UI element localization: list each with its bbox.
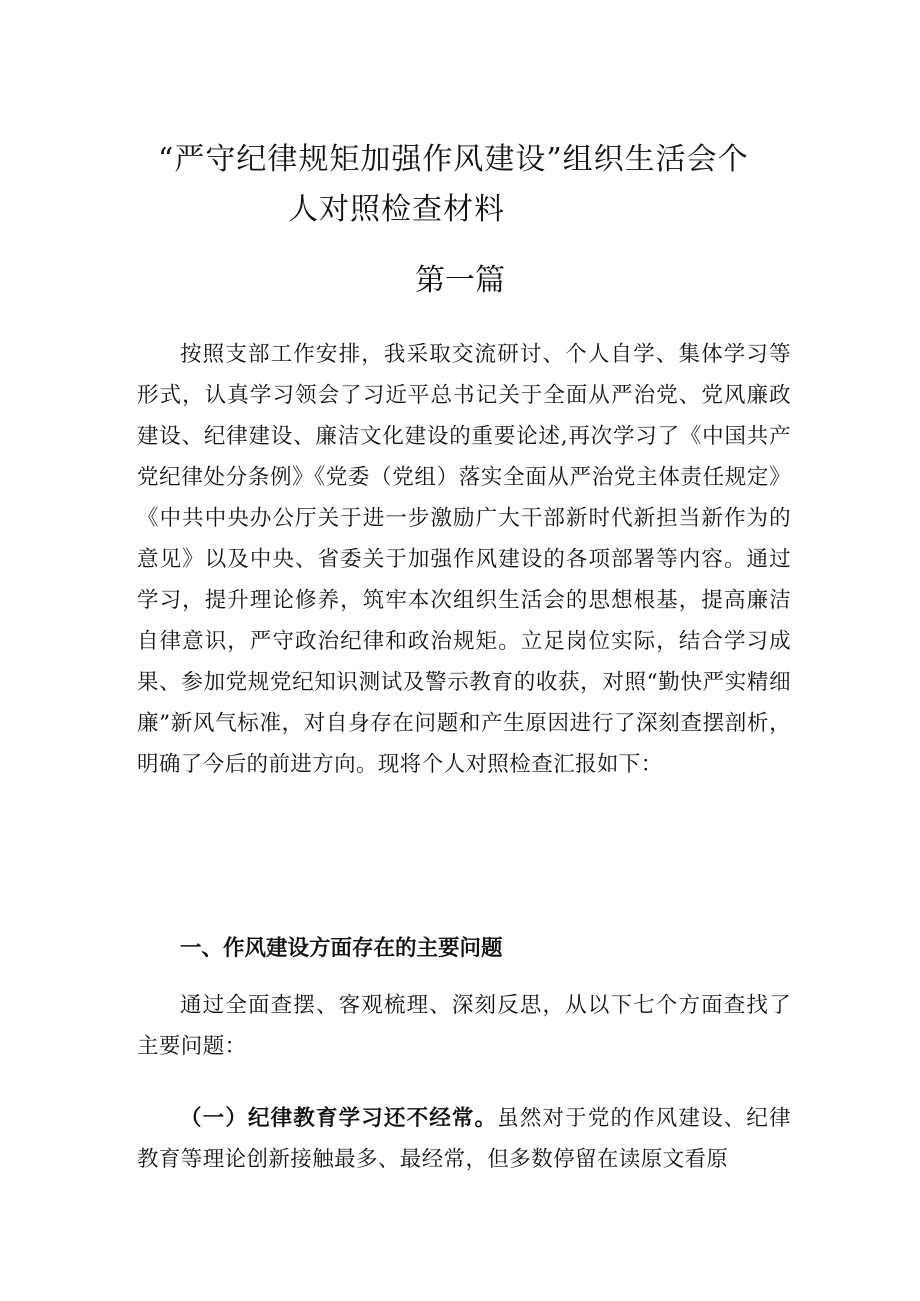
part-heading: 第一篇 (415, 263, 505, 298)
document-title-line-1: “严守纪律规矩加强作风建设”组织生活会个 (158, 142, 749, 177)
section-intro-paragraph: 通过全面查摆、客观梳理、深刻反思，从以下七个方面查找了主要问题： (137, 993, 791, 1059)
document-title-line-2: 人对照检查材料 (288, 192, 505, 227)
item-1-lead: （一）纪律教育学习还不经常。 (180, 1106, 498, 1131)
intro-paragraph: 按照支部工作安排，我采取交流研讨、个人自学、集体学习等形式，认真学习领会了习近平总书记关于全面从严治党、党风廉政建设、纪律建设、廉洁文化建设的重要论述,再次学习了《中国共产党纪律处分条例》《党委（党组）落实全面从严治党主体责任规定》《中共中央办公厅关于进一步激励广大干部新时代新担当新作为的意见》以及中央、省委关于加强作风建设的各项部署等内容。通过学习，提升理论修养，筑牢本次组织生活会的思想根基，提高廉洁自律意识，严守政治纪律和政治规矩。立足岗位实际，结合学习成果、参加党规党纪知识测试及警示教育的收获，对照“勤快严实精细廉”新风气标准，对自身存在问题和产生原因进行了深刻查摆剖析，明确了今后的前进方向。现将个人对照检查汇报如下： (137, 342, 791, 777)
section-heading: 一、作风建设方面存在的主要问题 (180, 936, 503, 961)
item-1-paragraph (137, 1098, 791, 1180)
item-1-text: 虽然对于党的作风建设、纪律教育等理论创新接触最多、最经常，但多数停留在读原文看原 (137, 1106, 791, 1172)
